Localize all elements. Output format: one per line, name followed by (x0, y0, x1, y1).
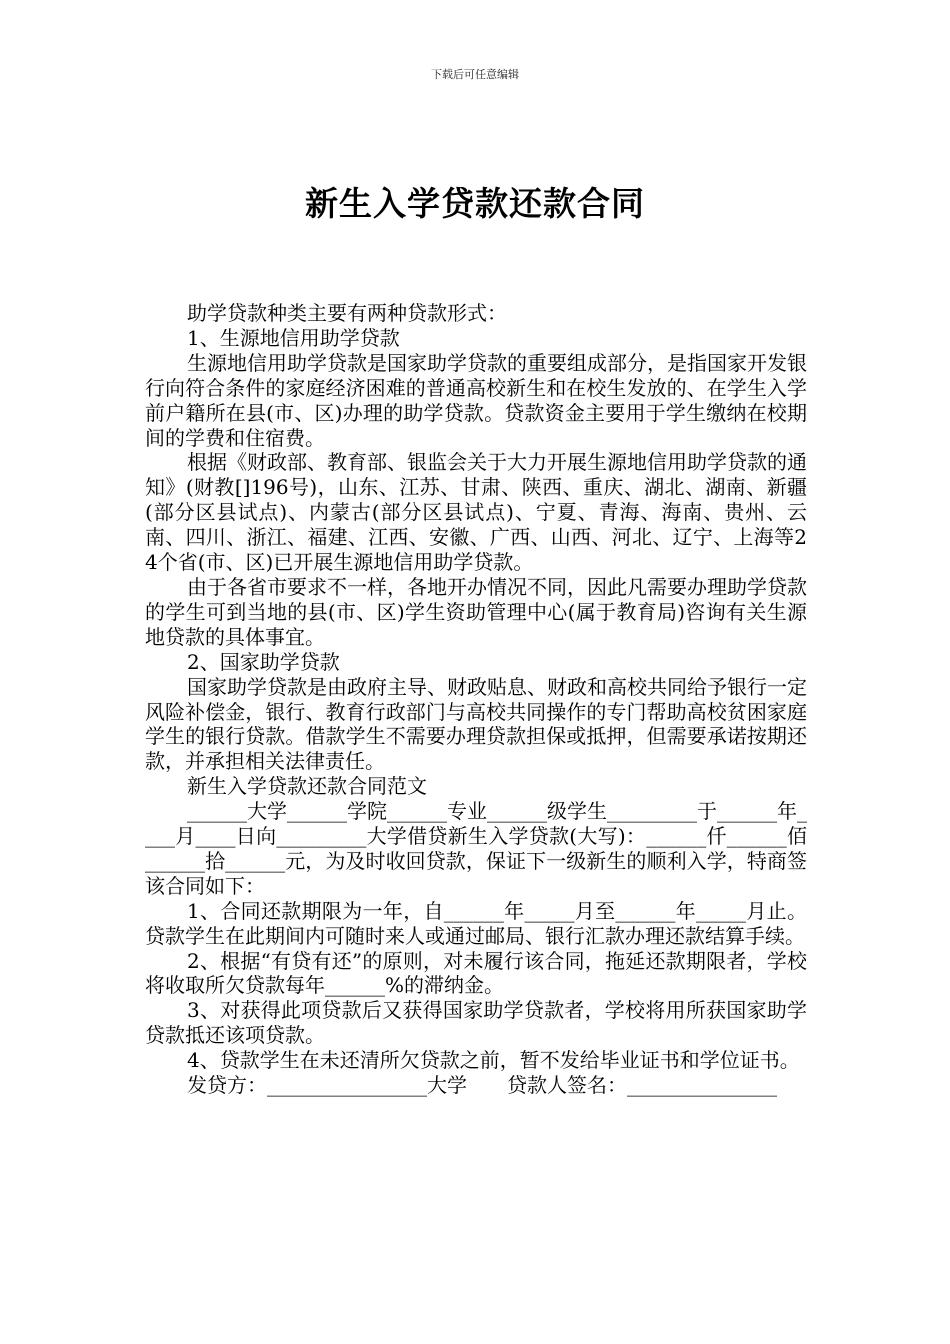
document-title: 新生入学贷款还款合同 (305, 184, 645, 223)
document-body (145, 301, 807, 1098)
clause-2: 2、根据“有贷有还”的原则，对未履行该合同，拖延还款期限者，学校将收取所欠贷款每年______%的滞纳金。 (145, 948, 807, 998)
clause-1: 1、合同还款期限为一年，自______年_____月至______年_____月止。贷款学生在此期间内可随时来人或通过邮局、银行汇款办理还款结算手续。 (145, 898, 807, 948)
paragraph: 由于各省市要求不一样，各地开办情况不同，因此凡需要办理助学贷款的学生可到当地的县(市、区)学生资助管理中心(属于教育局)咨询有关生源地贷款的具体事宜。 (145, 574, 807, 649)
paragraph: 根据《财政部、教育部、银监会关于大力开展生源地信用助学贷款的通知》(财教[]196号)，山东、江苏、甘肃、陕西、重庆、湖北、湖南、新疆(部分区县试点)、内蒙古(部分区县试点)、宁夏、青海、海南、贵州、云南、四川、浙江、福建、江西、安徽、广西、山西、河北、辽宁、上海等24个省(市、区)已开展生源地信用助学贷款。 (145, 450, 807, 575)
paragraph-heading-1: 1、生源地信用助学贷款 (187, 325, 400, 350)
paragraph: 生源地信用助学贷款是国家助学贷款的重要组成部分，是指国家开发银行向符合条件的家庭经济困难的普通高校新生和在校生发放的、在学生入学前户籍所在县(市、区)办理的助学贷款。贷款资金主要用于学生缴纳在校期间的学费和住宿费。 (145, 350, 807, 450)
header-note: 下载后可任意编辑 (431, 68, 519, 81)
clause-4: 4、贷款学生在未还清所欠贷款之前，暂不发给毕业证书和学位证书。 (187, 1048, 800, 1073)
paragraph-contract-heading: 新生入学贷款还款合同范文 (187, 774, 427, 799)
paragraph: 国家助学贷款是由政府主导、财政贴息、财政和高校共同给予银行一定风险补偿金，银行、教育行政部门与高校共同操作的专门帮助高校贫困家庭学生的银行贷款。借款学生不需要办理贷款担保或抵押，但需要承诺按期还款，并承担相关法律责任。 (145, 674, 807, 774)
paragraph-contract-preamble: ______大学______学院______专业______级学生_________于______年____月____日向_________大学借贷新生入学贷款(大写)：______仟______佰______拾______元，为及时收回贷款，保证下一级新生的顺利入学，特商签该合同如下： (145, 799, 807, 898)
signature-line: 发贷方：________________大学 贷款人签名：_______________ (187, 1073, 777, 1098)
paragraph-intro: 助学贷款种类主要有两种贷款形式： (187, 301, 507, 325)
paragraph-heading-2: 2、国家助学贷款 (187, 649, 340, 674)
clause-3: 3、对获得此项贷款后又获得国家助学贷款者，学校将用所获国家助学贷款抵还该项贷款。 (145, 998, 807, 1048)
